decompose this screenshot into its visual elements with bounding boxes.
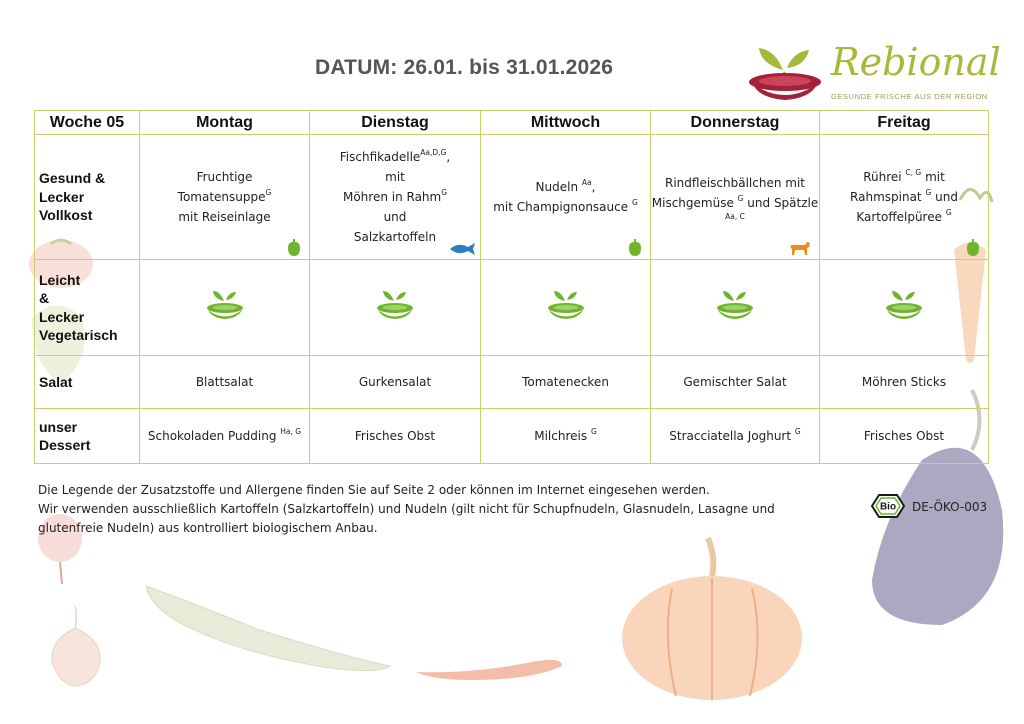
allergen-code: G [925, 188, 932, 197]
row-label-dessert [35, 409, 140, 464]
row-label-line: Leicht [39, 271, 81, 288]
pumpkin-illustration [612, 528, 812, 708]
salad-cell-wednesday: Tomatenecken [481, 356, 651, 409]
footer-notes [38, 481, 775, 538]
weekly-menu-table [34, 110, 989, 464]
allergen-code: C, G [905, 168, 922, 177]
dish-line: Möhren in Rahm [342, 190, 442, 204]
dish-line: Frisches Obst [863, 429, 945, 443]
dish-line: Fischfikadelle [339, 150, 421, 164]
rebional-bowl-icon [715, 289, 755, 321]
dish-line: Mischgemüse [651, 196, 734, 210]
rebional-bowl-icon [884, 289, 924, 321]
dish-line: mit [925, 170, 945, 184]
menu-cell-friday [820, 135, 989, 260]
veg-cell-friday [820, 260, 989, 356]
table-row-vollkost [35, 135, 989, 260]
cow-icon [789, 240, 811, 256]
allergen-code: Ha, G [280, 427, 302, 436]
pepper-icon [287, 239, 301, 256]
dessert-cell-monday [140, 409, 310, 464]
salad-cell-thursday: Gemischter Salat [651, 356, 820, 409]
fish-icon [448, 242, 476, 256]
day-header-wednesday: Mittwoch [481, 111, 651, 135]
row-label-vollkost [35, 135, 140, 260]
footer-line: glutenfreie Nudeln) aus kontrolliert biologischem Anbau. [38, 521, 378, 535]
row-label-line: unser [39, 418, 78, 435]
dish-line: mit [385, 170, 405, 184]
dish-line: Fruchtige [196, 170, 253, 184]
salad-cell-friday: Möhren Sticks [820, 356, 989, 409]
onion-illustration [40, 600, 110, 690]
table-row-salat [35, 356, 989, 409]
dish-line: Milchreis [534, 429, 588, 443]
week-header: Woche 05 [35, 111, 140, 135]
dish-line: und Spätzle [747, 196, 819, 210]
dish-line: Stracciatella Joghurt [669, 429, 792, 443]
row-label-line: Gesund & [39, 170, 106, 187]
row-label-line: & [39, 290, 50, 306]
bio-control-code: DE-ÖKO-003 [912, 500, 988, 514]
menu-cell-thursday [651, 135, 820, 260]
menu-cell-wednesday: Nudeln $^{Aa}$, mit Champignonsauce $^G$ [481, 135, 651, 260]
allergen-code: Aa, C [725, 212, 745, 221]
day-header-friday: Freitag [820, 111, 989, 135]
row-label-vegetarisch [35, 260, 140, 356]
dish-line: Rahmspinat [850, 190, 922, 204]
pepper-icon [966, 239, 980, 256]
allergen-code: G [631, 198, 638, 207]
rebional-logo [745, 40, 1001, 106]
dish-line: und [935, 190, 958, 204]
rebional-bowl-icon [546, 289, 586, 321]
row-label-line: Vegetarisch [39, 327, 118, 343]
row-label-line: Vollkost [39, 207, 93, 224]
allergen-code: G [590, 427, 597, 436]
dish-line: mit Reiseinlage [178, 210, 271, 224]
dish-line: Nudeln [535, 180, 579, 194]
bio-seal-icon [870, 493, 906, 519]
dessert-cell-wednesday [481, 409, 651, 464]
dish-line: Salzkartoffeln [353, 230, 437, 244]
veg-cell-wednesday [481, 260, 651, 356]
logo-tagline: GESUNDE FRISCHE AUS DER REGION [831, 92, 988, 101]
salad-cell-monday: Blattsalat [140, 356, 310, 409]
logo-wordmark: Rebional [831, 40, 1001, 84]
row-label-line: Lecker [39, 188, 85, 205]
dish-line: Rindfleischbällchen mit [665, 176, 805, 190]
row-label-line: Dessert [39, 437, 91, 453]
allergen-code: G [737, 194, 744, 203]
menu-cell-monday [140, 135, 310, 260]
day-header-monday: Montag [140, 111, 310, 135]
footer-line: Wir verwenden ausschließlich Kartoffeln (Salzkartoffeln) und Nudeln (gilt nicht für Schupfnudeln, Glasnudeln, Lasagne und [38, 502, 775, 516]
table-row-dessert [35, 409, 989, 464]
allergen-code: G [945, 208, 952, 217]
allergen-code: Aa,D,G [420, 148, 447, 157]
table-header-row [35, 111, 989, 135]
allergen-code: Aa [581, 178, 592, 187]
pepper-icon [628, 239, 642, 256]
rebional-bowl-icon [375, 289, 415, 321]
allergen-code: G [441, 188, 448, 197]
dish-line: Rührei [863, 170, 902, 184]
menu-cell-tuesday: Fischfikadelle$^{Aa,D,G}$, mit Möhren in Rahm$^G$ und Salzkartoffeln [310, 135, 481, 260]
salad-cell-tuesday: Gurkensalat [310, 356, 481, 409]
veg-cell-monday [140, 260, 310, 356]
veg-cell-thursday [651, 260, 820, 356]
table-row-vegetarisch [35, 260, 989, 356]
footer-line: Die Legende der Zusatzstoffe und Allergene finden Sie auf Seite 2 oder können im Internet eingesehen werden. [38, 483, 710, 497]
page-title: DATUM: 26.01. bis 31.01.2026 [315, 56, 614, 79]
row-label-line: Lecker [39, 308, 85, 325]
dish-line: Schokoladen Pudding [147, 429, 277, 443]
dish-line: und [383, 210, 407, 224]
logo-bowl-icon [745, 44, 829, 102]
dessert-cell-friday [820, 409, 989, 464]
day-header-thursday: Donnerstag [651, 111, 820, 135]
veg-cell-tuesday [310, 260, 481, 356]
bio-seal-label: Bio [879, 501, 897, 513]
chili-illustration [412, 648, 572, 684]
allergen-code: G [794, 427, 801, 436]
cucumber-illustration [140, 578, 400, 678]
dish-line: Frisches Obst [354, 429, 436, 443]
dessert-cell-thursday [651, 409, 820, 464]
dish-line: Kartoffelpüree [856, 210, 942, 224]
dessert-cell-tuesday [310, 409, 481, 464]
dish-line: mit Champignonsauce [493, 200, 629, 214]
rebional-bowl-icon [205, 289, 245, 321]
row-label-salat: Salat [35, 356, 140, 409]
allergen-code: G [265, 188, 272, 197]
day-header-tuesday: Dienstag [310, 111, 481, 135]
dish-line: Tomatensuppe [177, 190, 266, 204]
